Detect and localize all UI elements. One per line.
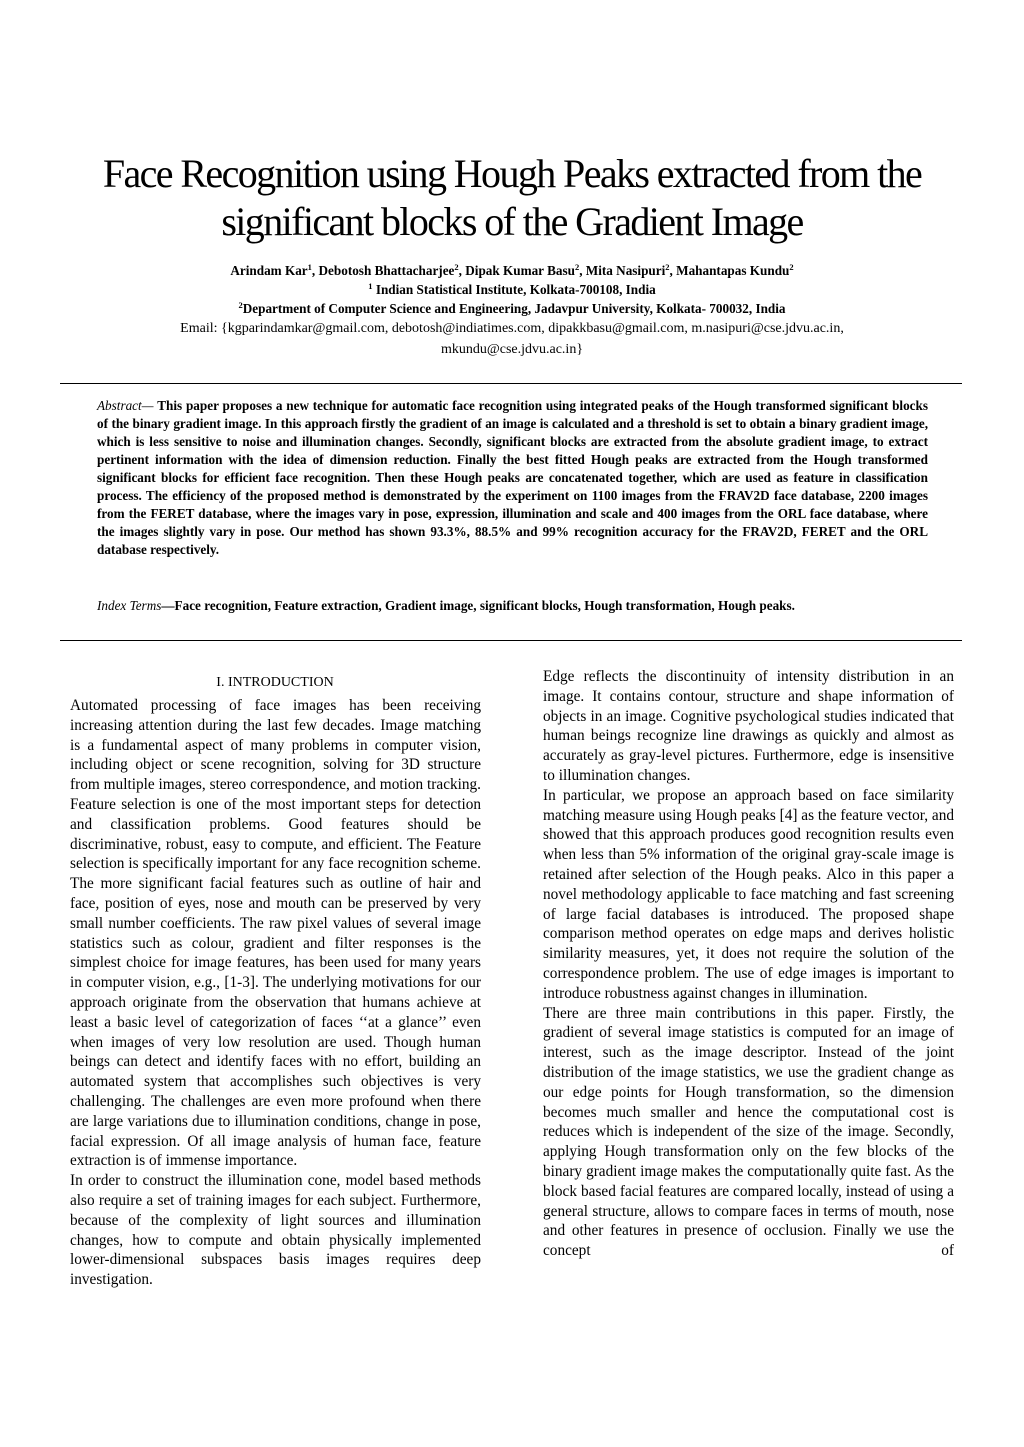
author-affiliation-mark: 1 xyxy=(307,262,312,272)
affiliation-number: 2 xyxy=(238,300,243,310)
paper-title: Face Recognition using Hough Peaks extracted from the significant blocks of the Gradient Image xyxy=(102,151,922,244)
paragraph: Automated processing of face images has been receiving increasing attention during the last few decades. Image matching is a fundamental aspect of many problems in computer vision, including object or scene recognition, solving for 3D structure from multiple images, stereo correspondence, and motion tracking. Feature selection is one of the most important steps for detection and classification problems. Good features should be discriminative, robust, easy to compute, and efficient. The Feature selection is specifically important for any face recognition scheme. The more significant facial features such as outline of hair and face, position of eyes, nose and mouth can be preserved by very small number coefficients. The raw pixel values of several image statistics such as colour, gradient and filter responses is the simplest choice for image features, has been used for many years in computer vision, e.g., [1-3]. The underlying motivations for our approach originate from the observation that humans achieve at least a basic level of categorization of faces ‘‘at a glance’’ even when images of very low resolution are used. Though human beings can detect and identify faces with no effort, building an automated system that accomplishes such objectives is very challenging. The challenges are even more profound when there are large variations due to illumination conditions, change in pose, facial expression. Of all image analysis of human face, feature extraction is of immense importance. xyxy=(70,697,481,1170)
paragraph: There are three main contributions in this paper. Firstly, the gradient of several image statistics is computed for an image of interest, such as the image descriptor. Instead of the joint distribution of the image statistics, we use the gradient change as our edge points for Hough transformation, so the dimension becomes much smaller and hence the computational cost is reduces which is independent of the size of the image. Secondly, applying Hough transformation only on the few blocks of the binary gradient image makes the computationally quite fast. As the block based facial features are compared locally, instead of using a general structure, allows to compare faces in terms of mouth, nose and other features in presence of occlusion. Finally we use the concept of xyxy=(543,1004,954,1260)
author-affiliation-mark: 2 xyxy=(789,262,794,272)
author-separator: , xyxy=(311,263,319,278)
author-affiliation-mark: 2 xyxy=(665,262,670,272)
author-separator: , xyxy=(458,263,466,278)
index-terms-label: Index Terms xyxy=(97,598,162,613)
abstract xyxy=(97,397,928,559)
left-column xyxy=(70,696,481,1290)
author-separator: , xyxy=(579,263,586,278)
affiliation-number: 1 xyxy=(368,281,373,291)
author-name: Dipak Kumar Basu xyxy=(465,263,575,278)
abstract-label: Abstract xyxy=(97,398,142,413)
author-separator: , xyxy=(669,263,677,278)
author-name: Debotosh Bhattacharjee xyxy=(318,263,455,278)
email-line-2: mkundu@cse.jdvu.ac.in} xyxy=(440,342,584,357)
author-name: Mahantapas Kundu xyxy=(676,263,790,278)
author-name: Mita Nasipuri xyxy=(585,263,666,278)
author-name: Arindam Kar xyxy=(230,263,308,278)
paragraph: In particular, we propose an approach based on face similarity matching measure using Hough peaks [4] as the feature vector, and showed that this approach produces good recognition results even when less than 5% information of the original gray-scale image is retained after selection of the Hough peaks. Alco in this paper a novel methodology applicable to face matching and fast screening of large facial databases is introduced. The proposed shape comparison method operates on edge maps and derives holistic similarity measures, yet, it does not require the solution of the correspondence problem. The use of edge images is important to introduce robustness against changes in illumination. xyxy=(543,786,954,1002)
top-rule xyxy=(60,383,962,384)
author-affiliation-mark: 2 xyxy=(574,262,580,272)
affiliation-2 xyxy=(40,300,984,317)
section-heading-introduction: I. INTRODUCTION xyxy=(216,675,334,690)
right-column xyxy=(543,667,954,1261)
email-line-1: Email: {kgparindamkar@gmail.com, debotosh@indiatimes.com, dipakkbasu@gmail.com, m.nasipuri@cse.jdvu.ac.in, xyxy=(180,321,844,336)
author-affiliation-mark: 2 xyxy=(454,262,459,272)
bottom-rule xyxy=(60,640,962,641)
index-terms xyxy=(97,597,957,615)
index-terms-text: —Face recognition, Feature extraction, Gradient image, significant blocks, Hough transformation, Hough peaks. xyxy=(161,598,795,613)
paragraph: In order to construct the illumination cone, model based methods also require a set of training images for each subject. Furthermore, because of the complexity of light sources and illumination changes, how to compute and obtain physically implemented lower-dimensional subspaces basis images requires deep investigation. xyxy=(70,1172,481,1289)
abstract-text: This paper proposes a new technique for automatic face recognition using integrated peaks of the Hough transformed significant blocks of the binary gradient image. In this approach firstly the gradient of an image is calculated and a threshold is set to obtain a binary gradient image, which is less sensitive to noise and illumination changes. Secondly, significant blocks are extracted from the absolute gradient image, to extract pertinent information with the idea of dimension reduction. Finally the best fitted Hough peaks are extracted from the Hough transformed significant blocks for efficient face recognition. Then these Hough peaks are concatenated together, which are used as feature in classification process. The efficiency of the proposed method is demonstrated by the experiment on 1100 images from the FRAV2D face database, 2200 images from the FERET database, where the images vary in pose, expression, illumination and scale and 400 images from the ORL face database, where the images slightly vary in pose. Our method has shown 93.3%, 88.5% and 99% recognition accuracy for the FRAV2D, FERET and the ORL database respectively. xyxy=(97,398,928,557)
affiliation-1 xyxy=(40,281,984,298)
affiliation-text: Indian Statistical Institute, Kolkata-700108, India xyxy=(372,282,656,297)
affiliation-text: Department of Computer Science and Engineering, Jadavpur University, Kolkata- 700032, India xyxy=(242,301,786,316)
author-list xyxy=(40,262,984,279)
paragraph: Edge reflects the discontinuity of intensity distribution in an image. It contains contour, structure and shape information of objects in an image. Cognitive psychological studies indicated that human beings recognize line drawings as quickly and almost as accurately as gray-level pictures. Furthermore, edge is insensitive to illumination changes. xyxy=(543,668,954,784)
abstract-dash: — xyxy=(141,398,158,413)
